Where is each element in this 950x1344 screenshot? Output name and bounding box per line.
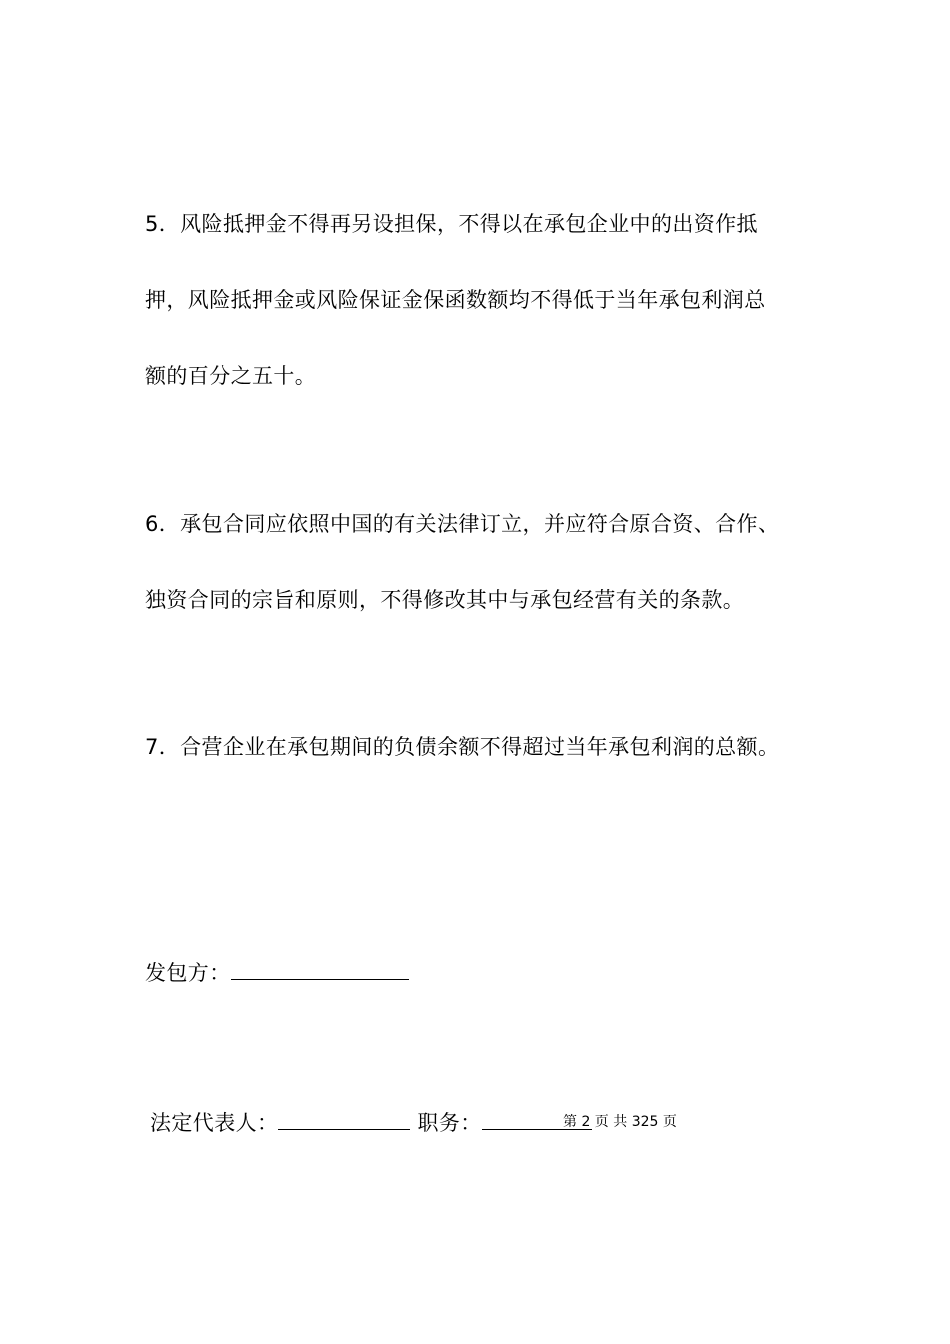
contractor-signature-row bbox=[145, 957, 409, 987]
contractor-label: 发包方： bbox=[145, 961, 231, 985]
legal-rep-label: 法定代表人： bbox=[150, 1111, 279, 1135]
clause-7-line-1: 7．合营企业在承包期间的负债余额不得超过当年承包利润的总额。 bbox=[145, 735, 780, 759]
clause-6-line-1: 6．承包合同应依照中国的有关法律订立，并应符合原合资、合作、 bbox=[145, 512, 780, 536]
legal-rep-signature-row bbox=[150, 1107, 592, 1137]
page-indicator: 第 2 页 共 325 页 bbox=[563, 1114, 677, 1130]
clause-6-line-2: 独资合同的宗旨和原则，不得修改其中与承包经营有关的条款。 bbox=[145, 588, 745, 612]
clause-5-line-2: 押，风险抵押金或风险保证金保函数额均不得低于当年承包利润总 bbox=[145, 288, 766, 312]
clause-5-line-1: 5．风险抵押金不得再另设担保，不得以在承包企业中的出资作抵 bbox=[145, 212, 758, 236]
clause-5-line-3: 额的百分之五十。 bbox=[145, 364, 317, 388]
contractor-blank-line[interactable] bbox=[231, 957, 409, 980]
legal-rep-blank-line[interactable] bbox=[278, 1107, 410, 1130]
position-label: 职务： bbox=[417, 1111, 482, 1135]
